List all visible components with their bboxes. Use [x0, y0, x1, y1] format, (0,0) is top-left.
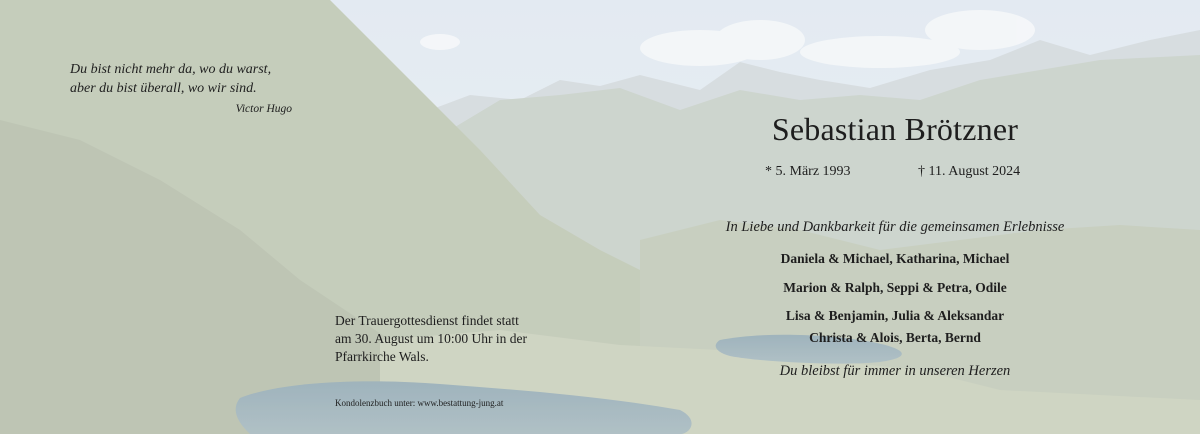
- death-date: † 11. August 2024: [918, 164, 1021, 179]
- family-line: Daniela & Michael, Katharina, Michael: [780, 251, 1010, 266]
- service-info: [335, 312, 565, 366]
- dedication-text: In Liebe und Dankbarkeit für die gemeinsamen Erlebnisse: [725, 219, 1065, 235]
- quote-block: [70, 60, 292, 115]
- quote-author: Victor Hugo: [235, 103, 292, 115]
- service-line-2: am 30. August um 10:00 Uhr in der: [335, 331, 527, 346]
- condolence-link[interactable]: Kondolenzbuch unter: www.bestattung-jung.at: [335, 398, 504, 408]
- service-line-1: Der Trauergottesdienst findet statt: [335, 313, 519, 328]
- closing-text: Du bleibst für immer in unseren Herzen: [779, 363, 1011, 379]
- deceased-name: Sebastian Brötzner: [771, 111, 1019, 147]
- quote-line-1: Du bist nicht mehr da, wo du warst,: [70, 62, 272, 77]
- quote-line-2: aber du bist überall, wo wir sind.: [70, 81, 257, 96]
- family-line: Lisa & Benjamin, Julia & Aleksandar: [785, 308, 1005, 323]
- family-line: Marion & Ralph, Seppi & Petra, Odile: [783, 280, 1007, 295]
- birth-date: * 5. März 1993: [765, 164, 851, 179]
- family-line: Christa & Alois, Berta, Bernd: [809, 330, 981, 345]
- service-line-3: Pfarrkirche Wals.: [335, 349, 429, 364]
